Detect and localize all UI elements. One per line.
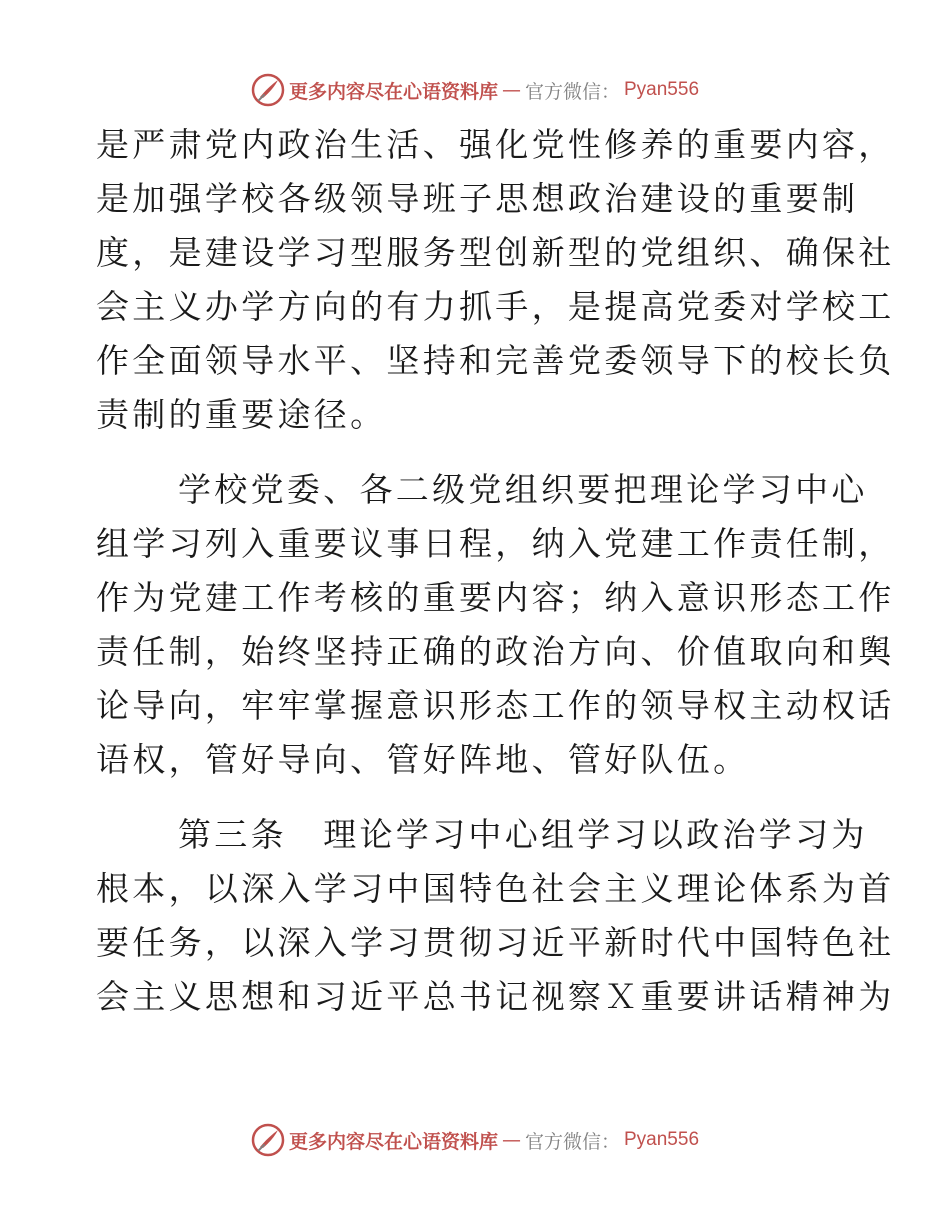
- header-watermark: [0, 70, 950, 110]
- text-line: 作全面领导水平、坚持和完善党委领导下的校长负: [96, 341, 895, 380]
- paragraph-spacer: [96, 787, 856, 808]
- text-line: 第三条 理论学习中心组学习以政治学习为: [178, 815, 868, 854]
- text-line: 会主义思想和习近平总书记视察Ｘ重要讲话精神为: [96, 977, 895, 1016]
- text-line: 责制的重要途径。: [96, 395, 387, 434]
- text-line: 组学习列入重要议事日程，纳入党建工作责任制，: [96, 524, 895, 563]
- document-body: [96, 118, 895, 1024]
- watermark-official-text: 官方微信：: [524, 80, 620, 103]
- text-line: 会主义办学方向的有力抓手，是提高党委对学校工: [96, 287, 895, 326]
- text-line: 语权，管好导向、管好阵地、管好队伍。: [96, 740, 750, 779]
- paragraph-spacer: [96, 442, 856, 463]
- watermark-library-text: 更多内容尽在心语资料库: [288, 80, 498, 103]
- watermark-wechat-id: Pyan556: [624, 79, 700, 100]
- text-line: 是严肃党内政治生活、强化党性修养的重要内容，: [96, 125, 895, 164]
- footer-watermark: [0, 1120, 950, 1160]
- text-line: 根本，以深入学习中国特色社会主义理论体系为首: [96, 869, 895, 908]
- text-line: 度，是建设学习型服务型创新型的党组织、确保社: [96, 233, 895, 272]
- quill-logo-icon: [251, 1123, 285, 1157]
- watermark-library-text: 更多内容尽在心语资料库: [288, 1130, 498, 1153]
- paragraph-1: [96, 118, 895, 442]
- text-line: 作为党建工作考核的重要内容；纳入意识形态工作: [96, 578, 895, 617]
- watermark-wechat-id: Pyan556: [624, 1129, 700, 1150]
- text-line: 论导向，牢牢掌握意识形态工作的领导权主动权话: [96, 686, 895, 725]
- paragraph-3: [96, 808, 895, 1024]
- paragraph-2: [96, 463, 895, 787]
- text-line: 要任务，以深入学习贯彻习近平新时代中国特色社: [96, 923, 895, 962]
- watermark-dash: —: [501, 79, 521, 101]
- watermark-official-text: 官方微信：: [524, 1130, 620, 1153]
- quill-logo-icon: [251, 73, 285, 107]
- watermark-dash: —: [501, 1129, 521, 1151]
- text-line: 责任制，始终坚持正确的政治方向、价值取向和舆: [96, 632, 895, 671]
- text-line: 学校党委、各二级党组织要把理论学习中心: [178, 470, 868, 509]
- text-line: 是加强学校各级领导班子思想政治建设的重要制: [96, 179, 859, 218]
